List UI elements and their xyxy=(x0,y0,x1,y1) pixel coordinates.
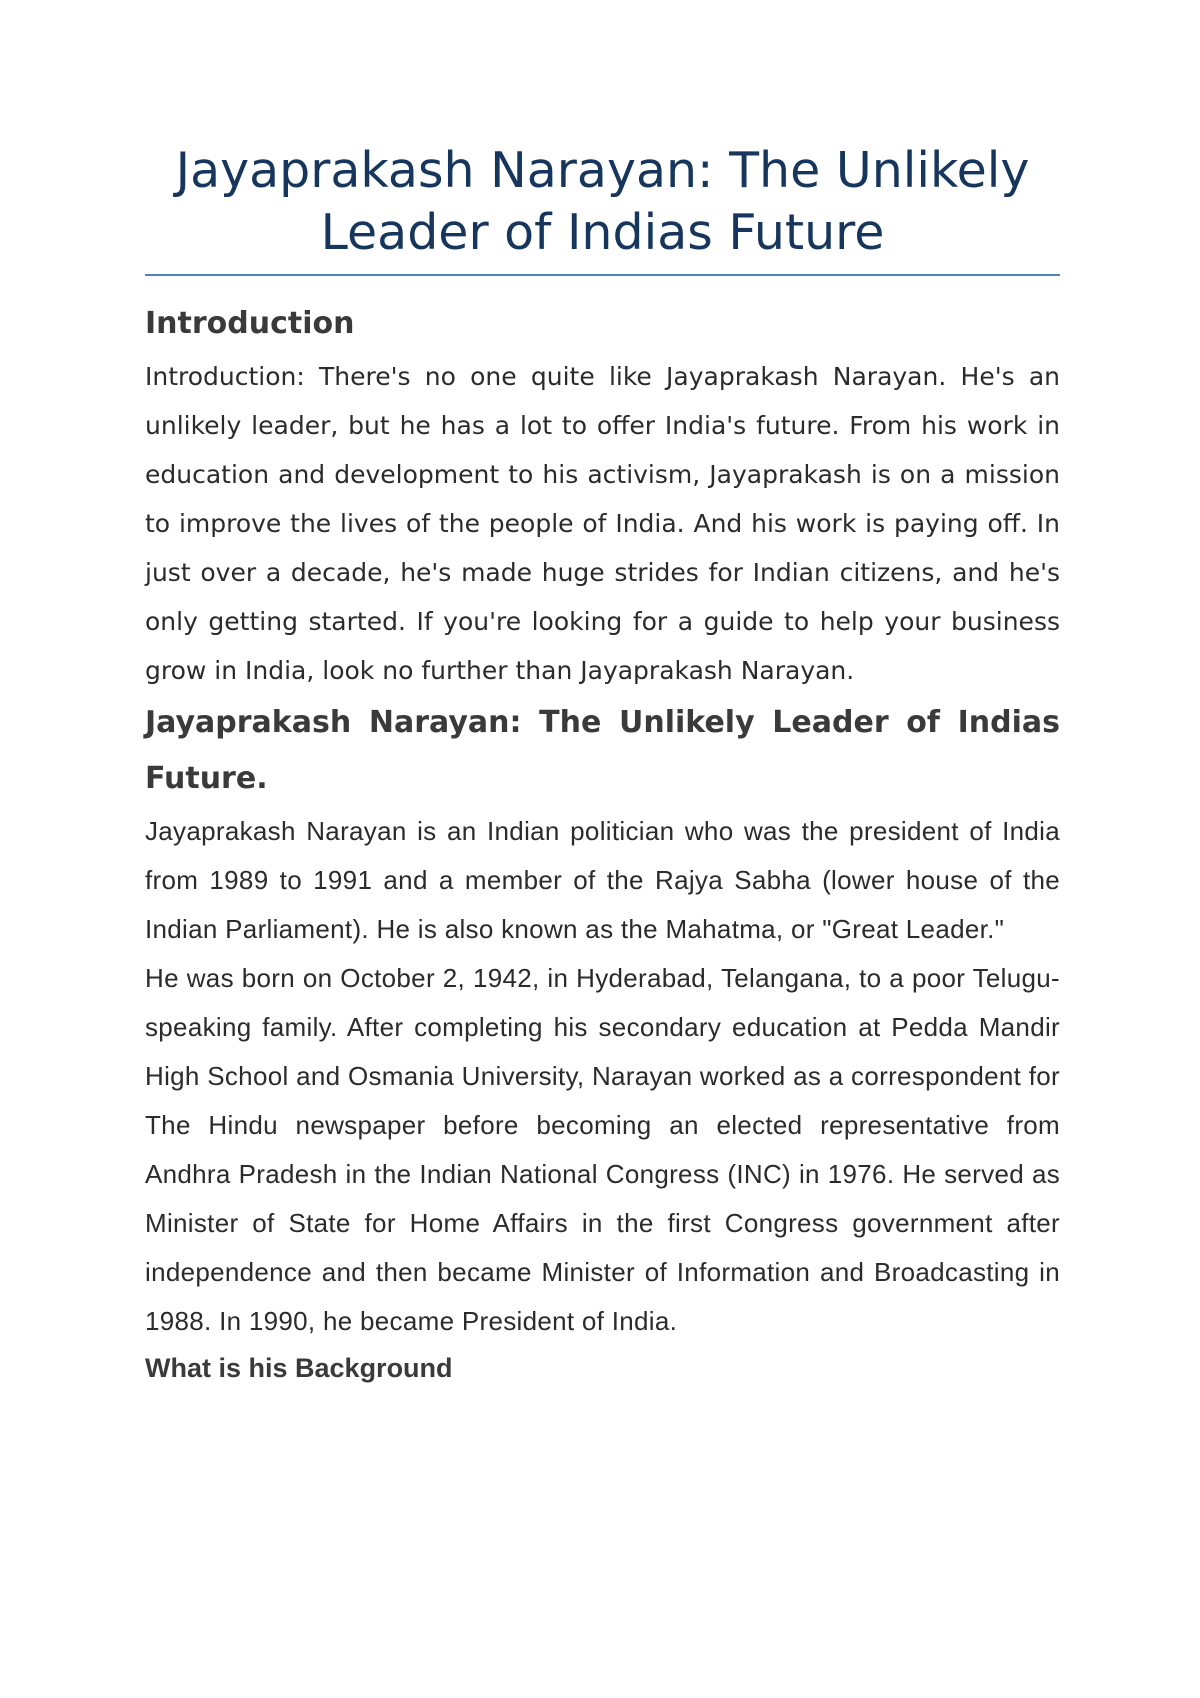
section-paragraph-1: Jayaprakash Narayan is an Indian politician who was the president of India from 1989 to 1991 and a member of the Rajya Sabha (lower house of the Indian Parliament). He is also known as the Mahatma, or "Great Leader." xyxy=(145,816,1060,944)
document-title: Jayaprakash Narayan: The Unlikely Leader of Indias Future xyxy=(145,140,1060,276)
section-heading: Jayaprakash Narayan: The Unlikely Leader of Indias Future. xyxy=(145,705,1060,796)
introduction-heading: Introduction xyxy=(145,306,355,341)
document-page xyxy=(145,140,1060,1390)
background-heading: What is his Background xyxy=(145,1353,453,1383)
introduction-paragraph: Introduction: There's no one quite like Jayaprakash Narayan. He's an unlikely leader, but he has a lot to offer India's future. From his work in education and development to his activism, Jayaprakash is on a mission to improve the lives of the people of India. And his work is paying off. In just over a decade, he's made huge strides for Indian citizens, and he's only getting started. If you're looking for a guide to help your business grow in India, look no further than Jayaprakash Narayan. xyxy=(145,362,1060,685)
section-paragraph-2: He was born on October 2, 1942, in Hyderabad, Telangana, to a poor Telugu-speaking family. After completing his secondary education at Pedda Mandir High School and Osmania University, Narayan worked as a correspondent for The Hindu newspaper before becoming an elected representative from Andhra Pradesh in the Indian National Congress (INC) in 1976. He served as Minister of State for Home Affairs in the first Congress government after independence and then became Minister of Information and Broadcasting in 1988. In 1990, he became President of India. xyxy=(145,963,1060,1336)
